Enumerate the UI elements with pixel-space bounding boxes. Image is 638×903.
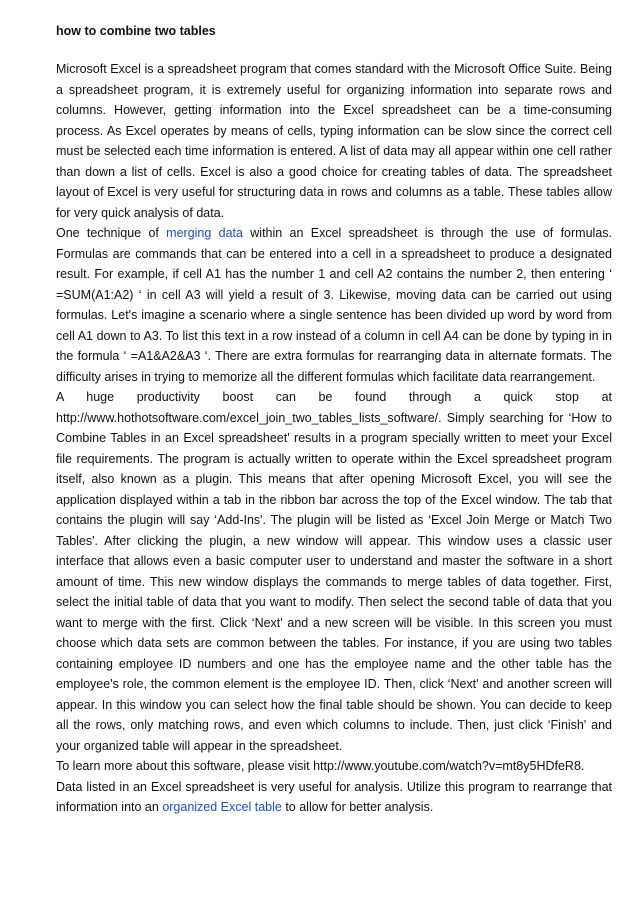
document-title: how to combine two tables [56, 24, 216, 38]
paragraph-conclusion-text-start: Data listed in an Excel spreadsheet is very useful for analysis. Utilize this program to rearrange that information into an [56, 779, 612, 814]
paragraph-conclusion [56, 777, 612, 818]
document-page [56, 22, 612, 818]
paragraph-formulas [56, 223, 612, 387]
paragraph-formulas-text-end: within an Excel spreadsheet is through the use of formulas. Formulas are commands that can be entered into a cell in a spreadsheet to produce a designated result. For example, if cell A1 has the number 1 and cell A2 contains the number 2, then entering ‘ =SUM(A1:A2) ‘ in cell A3 will yield a result of 3. Likewise, moving data can be carried out using formulas. Let's imagine a scenario where a single sentence has been divided up word by word from cell A1 down to A3. To list this text in a row instead of a column in cell A4 can be done by typing in in the formula ‘ =A1&A2&A3 ‘. There are extra formulas for rearranging data in alternate formats. The difficulty arises in trying to memorize all the different formulas which facilitate data rearrangement. [56, 226, 612, 384]
merging-data-link[interactable]: merging data [166, 226, 243, 240]
paragraph-plugin: A huge productivity boost can be found through a quick stop at http://www.hothotsoftware.com/excel_join_two_tables_lists_software/. Simply searching for ‘How to Combine Tables in an Excel spreadsheet' results in a program specially written to meet your Excel file requirements. The program is actually written to operate within the Excel spreadsheet program itself, also known as a plugin. This means that after opening Microsoft Excel, you will see the application displayed within a tab in the ribbon bar across the top of the Excel window. The tab that contains the plugin will say ‘Add-Ins'. The plugin will be listed as ‘Excel Join Merge or Match Two Tables'. After clicking the plugin, a new window will appear. This window uses a classic user interface that allows even a basic computer user to understand and master the software in a short amount of time. This new window displays the commands to merge tables of data together. First, select the initial table of data that you want to modify. Then select the second table of data that you want to merge with the first. Click ‘Next' and a new screen will be visible. In this screen you must choose which data sets are common between the tables. For instance, if you are using two tables containing employee ID numbers and one has the employee name and the other table has the employee's role, the common element is the employee ID. Then, click ‘Next' and another screen will appear. In this window you can select how the final table should be shown. You can decide to keep all the rows, only matching rows, and even which columns to include. Then, just click ‘Finish' and your organized table will appear in the spreadsheet. [56, 390, 612, 753]
organized-excel-table-link[interactable]: organized Excel table [162, 800, 282, 814]
paragraph-learn-more: To learn more about this software, please visit http://www.youtube.com/watch?v=mt8y5HDfeR8. [56, 759, 585, 773]
paragraph-conclusion-text-end: to allow for better analysis. [281, 800, 434, 814]
paragraph-formulas-text-start: One technique of [56, 226, 167, 240]
paragraph-intro: Microsoft Excel is a spreadsheet program that comes standard with the Microsoft Office Suite. Being a spreadsheet program, it is extremely useful for organizing information into separate rows and columns. However, getting information into the Excel spreadsheet can be a time-consuming process. As Excel operates by means of cells, typing information can be slow since the correct cell must be selected each time information is entered. A list of data may all appear within one cell rather than down a list of cells. Excel is also a good choice for creating tables of data. The spreadsheet layout of Excel is very useful for structuring data in rows and columns as a table. These tables allow for very quick analysis of data. [56, 62, 612, 220]
